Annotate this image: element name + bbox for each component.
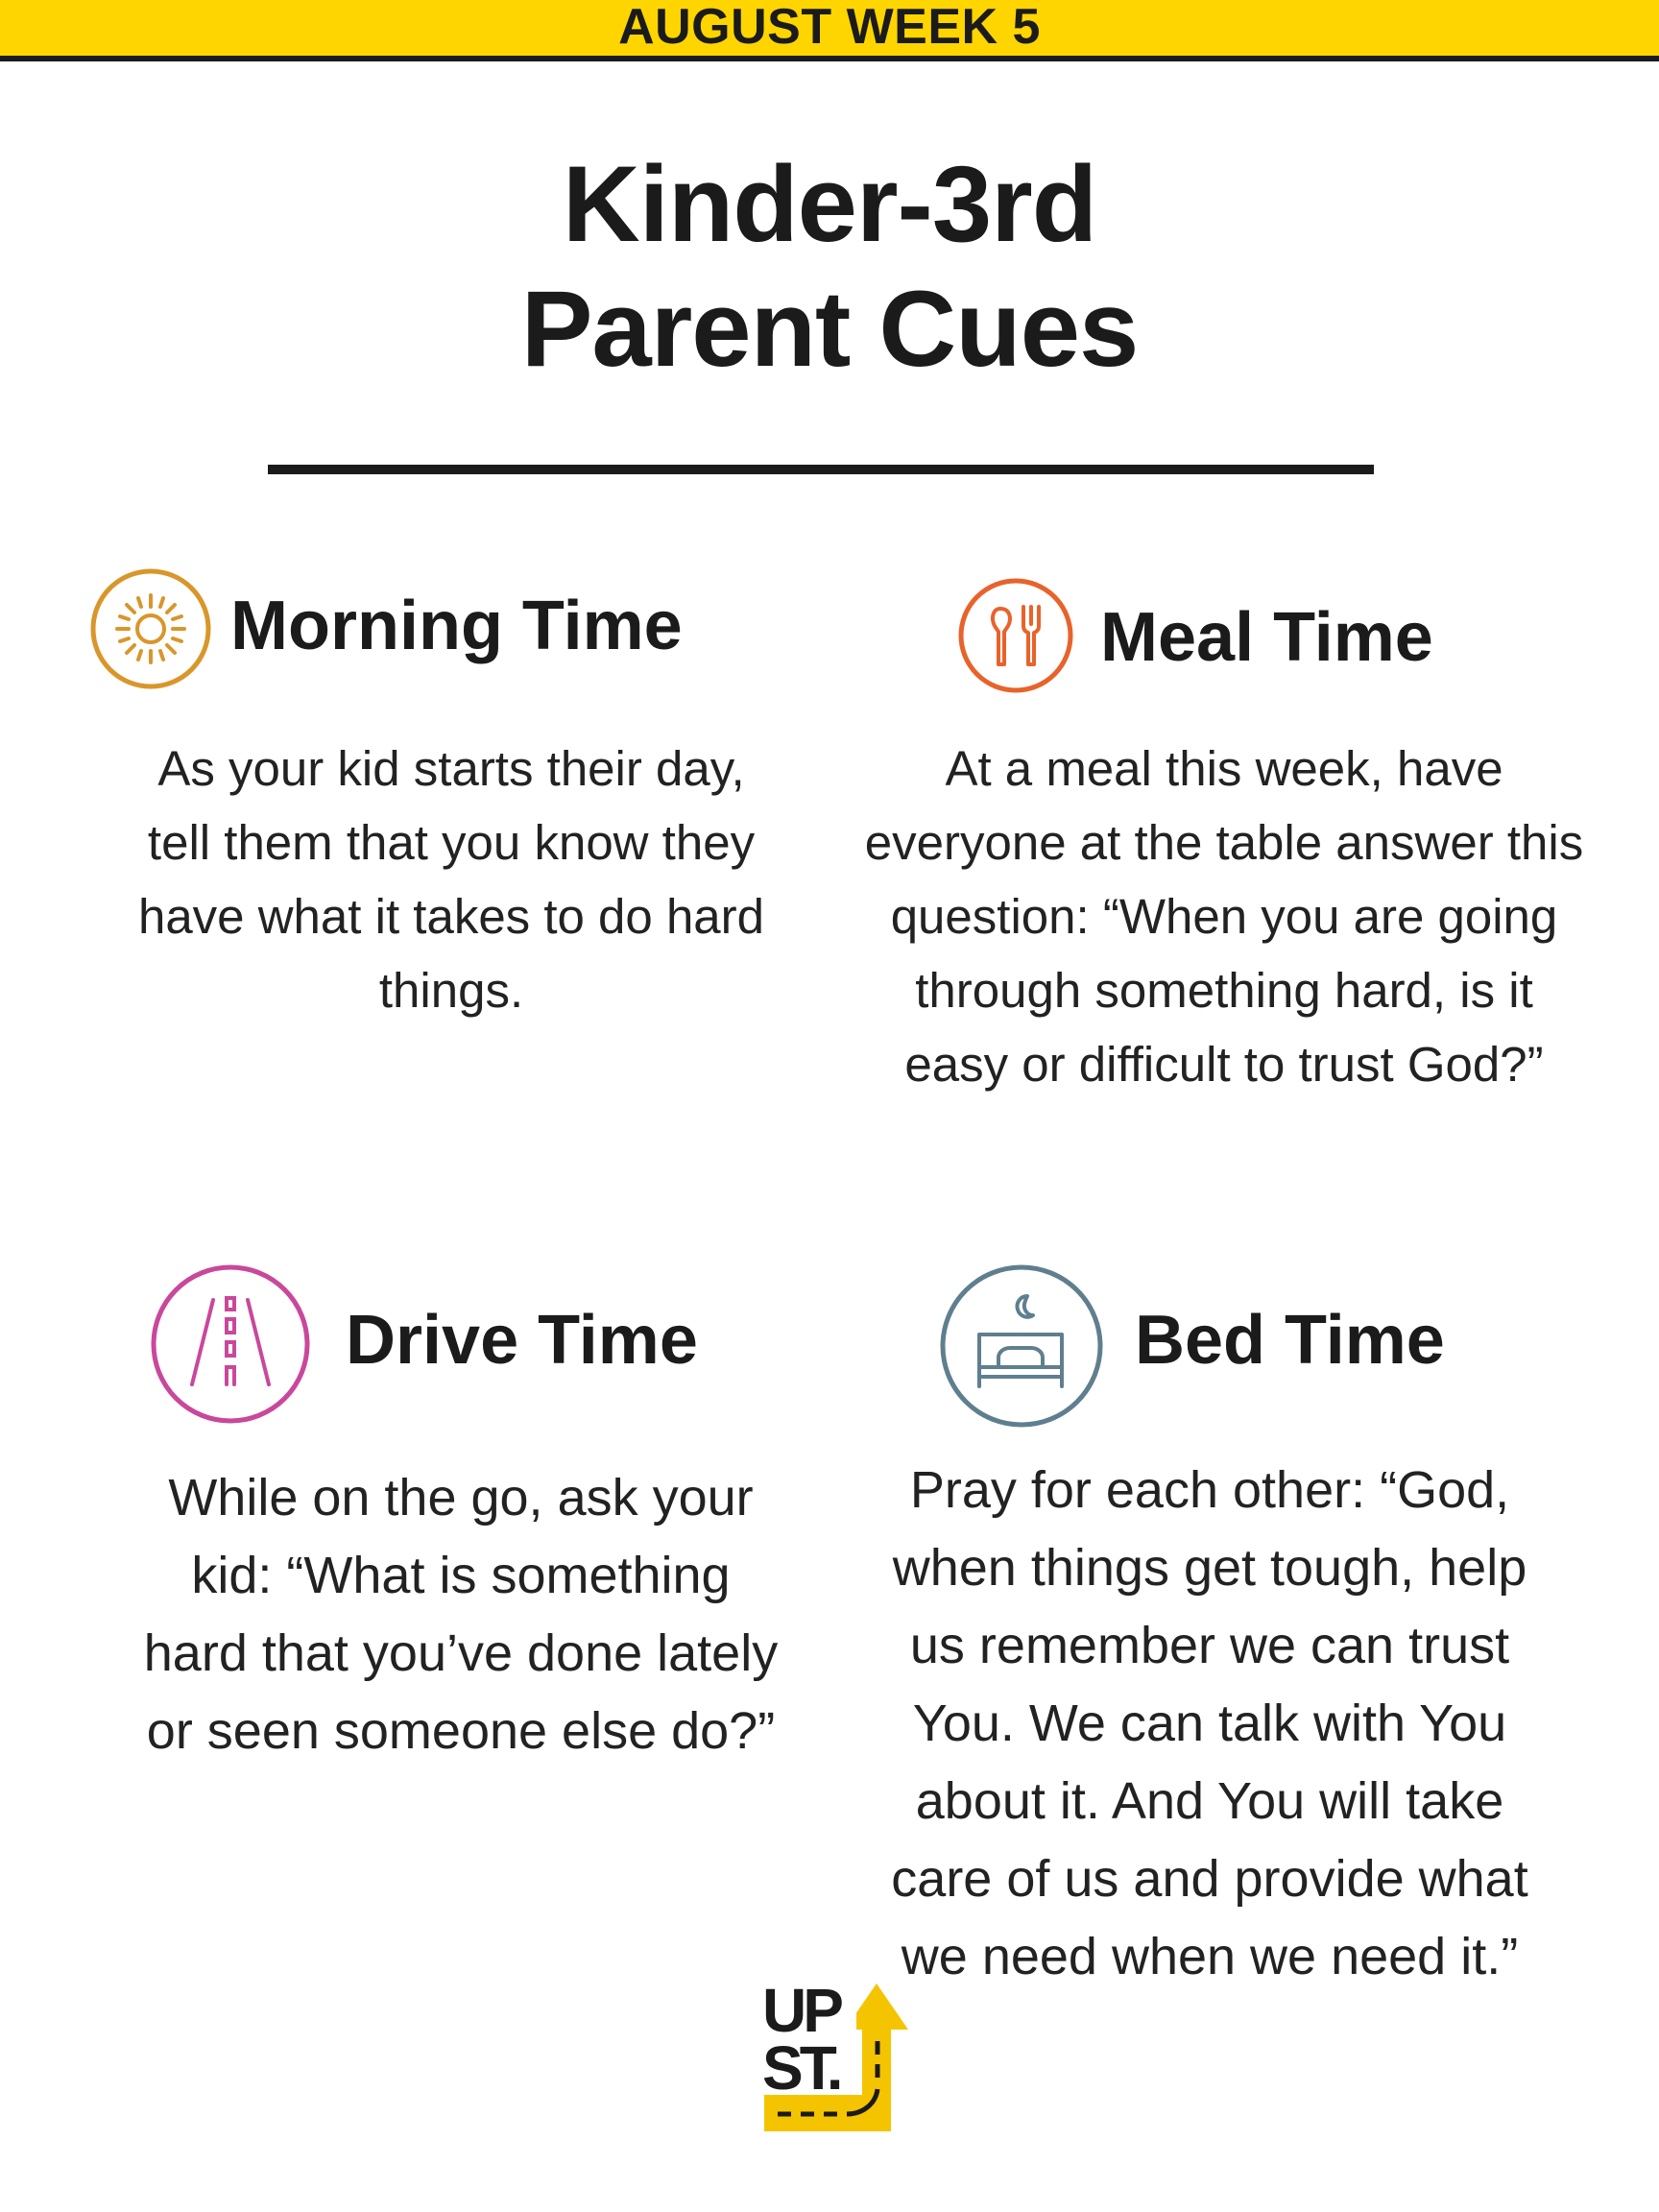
meal-line-4: through something hard, is it — [915, 963, 1533, 1018]
logo-text-up: UP — [762, 1976, 840, 2045]
top-banner — [0, 0, 1659, 61]
upstreet-logo — [755, 1970, 927, 2143]
bed-line-1: Pray for each other: “God, — [909, 1461, 1510, 1519]
utensils-icon — [956, 576, 1075, 695]
meal-line-5: easy or difficult to trust God?” — [904, 1037, 1544, 1092]
title-divider — [268, 465, 1374, 474]
meal-line-3: question: “When you are going — [890, 889, 1558, 944]
bed-line-3: us remember we can trust — [909, 1617, 1510, 1674]
morning-line-4: things. — [378, 963, 524, 1018]
morning-line-3: have what it takes to do hard — [137, 889, 765, 944]
morning-line-1: As your kid starts their day, — [157, 741, 745, 796]
meal-line-1: At a meal this week, have — [945, 741, 1503, 796]
drive-line-2: kid: “What is something — [191, 1547, 731, 1604]
page-title-line2: Parent Cues — [520, 269, 1139, 389]
meal-time-text — [816, 732, 1632, 1101]
week-label: AUGUST WEEK 5 — [618, 0, 1041, 55]
morning-time-heading: Morning Time — [230, 588, 683, 664]
drive-line-1: While on the go, ask your — [168, 1469, 754, 1527]
logo-text-st: ST. — [762, 2033, 840, 2103]
bed-moon-icon — [939, 1263, 1104, 1429]
page-title-line1: Kinder-3rd — [562, 144, 1097, 264]
bed-line-7: we need when we need it.” — [901, 1928, 1519, 1985]
drive-time-heading: Drive Time — [346, 1302, 698, 1379]
drive-line-3: hard that you’ve done lately — [143, 1624, 779, 1682]
road-icon — [150, 1263, 311, 1425]
bed-line-5: about it. And You will take — [915, 1772, 1504, 1830]
meal-time-heading: Meal Time — [1100, 599, 1433, 676]
bed-line-4: You. We can talk with You — [912, 1695, 1507, 1752]
bed-time-heading: Bed Time — [1135, 1302, 1445, 1379]
bed-line-2: when things get tough, help — [892, 1539, 1527, 1597]
morning-time-text — [106, 732, 797, 1027]
morning-line-2: tell them that you know they — [147, 815, 756, 870]
meal-line-2: everyone at the table answer this — [864, 815, 1584, 870]
drive-line-4: or seen someone else do?” — [146, 1702, 776, 1760]
bed-line-6: care of us and provide what — [891, 1850, 1528, 1908]
sun-icon — [88, 566, 213, 691]
drive-time-text — [106, 1459, 816, 1770]
bed-time-text — [826, 1452, 1594, 1996]
